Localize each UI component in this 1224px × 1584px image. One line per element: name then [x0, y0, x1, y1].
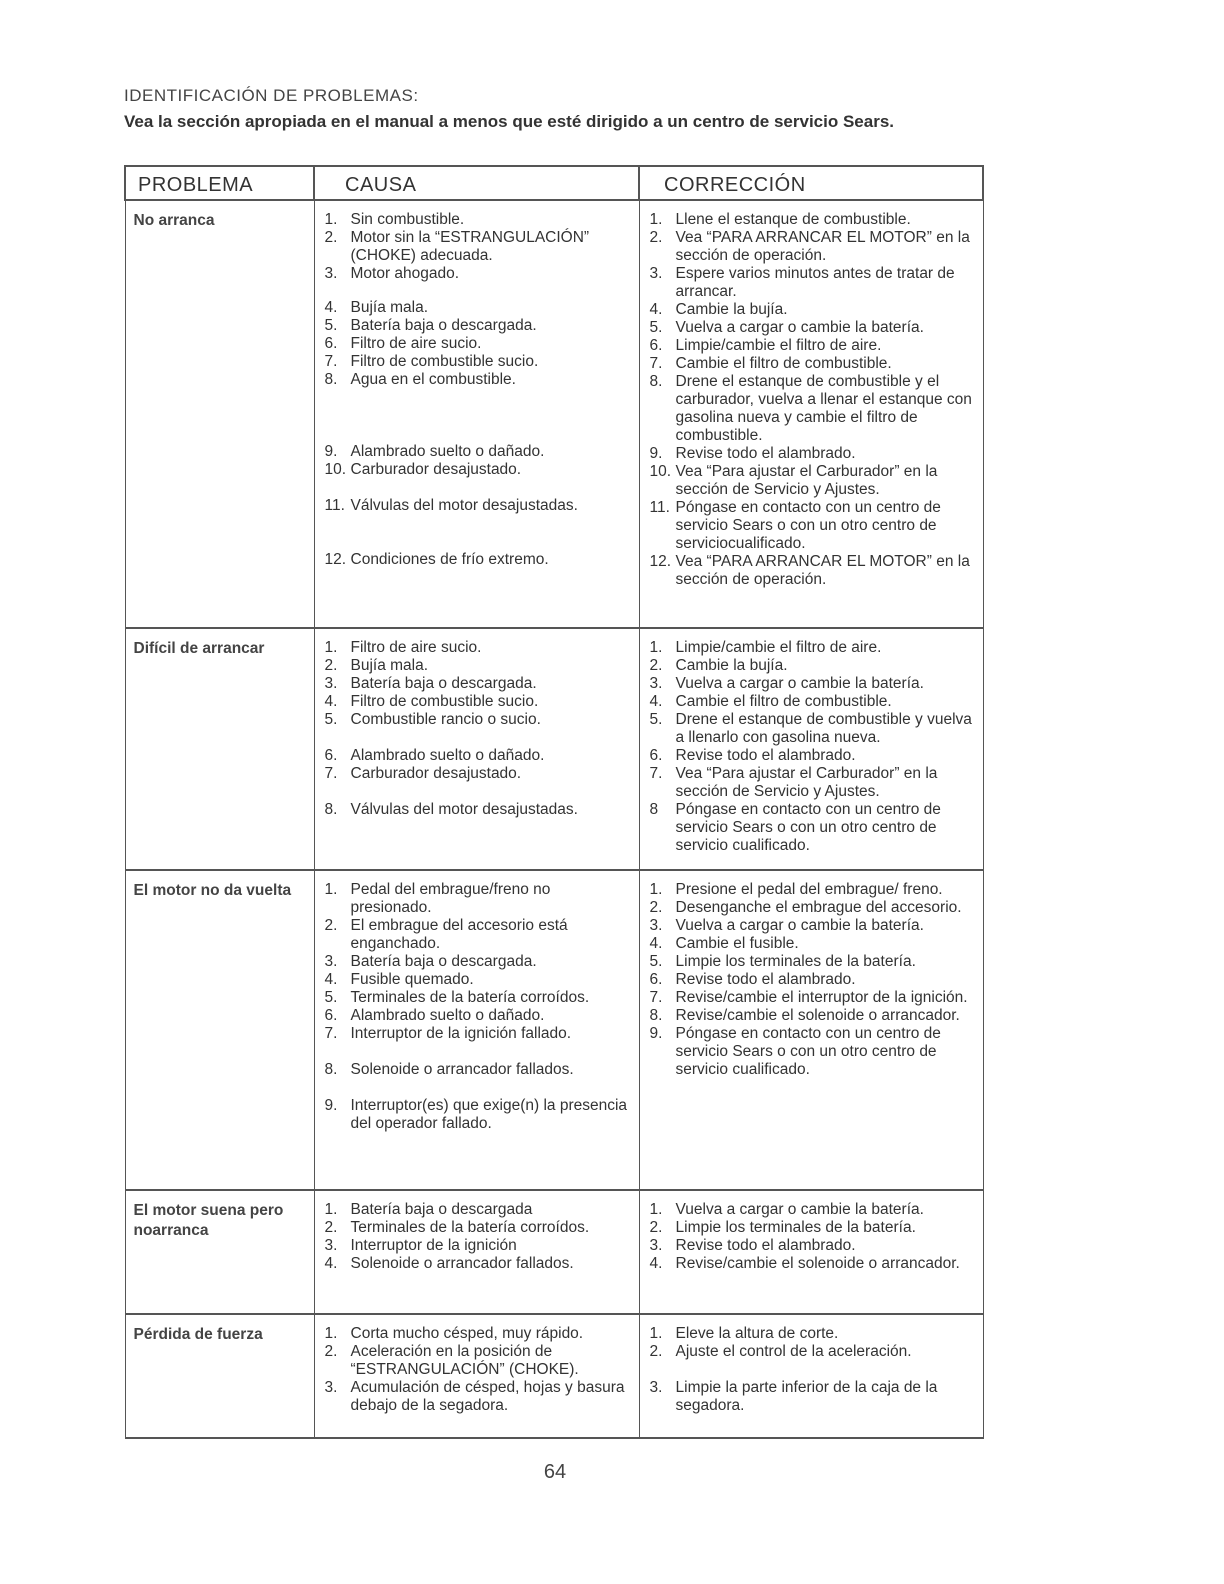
cause-list: [323, 881, 633, 1133]
cause-item: [323, 657, 633, 675]
item-number: 3.: [324, 1237, 338, 1254]
correction-item: [648, 1007, 977, 1025]
cause-item: [323, 317, 633, 335]
item-text: Válvulas del motor desajustadas.: [350, 801, 578, 818]
item-text: Vea “Para ajustar el Carburador” en la sección de Servicio y Ajustes.: [675, 765, 938, 800]
item-text: Carburador desajustado.: [350, 461, 522, 478]
table-body: [125, 200, 983, 1438]
correction-list: [648, 1201, 977, 1273]
cause-item: [323, 1379, 633, 1415]
item-text: Cambie el filtro de combustible.: [675, 693, 892, 710]
item-number: 3.: [649, 1379, 663, 1396]
item-number: 4.: [324, 971, 338, 988]
correction-item: [648, 1325, 977, 1343]
item-text: Desenganche el embrague del accesorio.: [675, 899, 962, 916]
cause-item: [323, 353, 633, 371]
item-number: 1.: [324, 1201, 338, 1218]
cause-item: [323, 229, 633, 265]
table-row: [125, 200, 983, 628]
item-number: 7.: [324, 1025, 338, 1042]
item-number: 6.: [649, 971, 663, 988]
item-number: 1.: [649, 211, 663, 228]
correction-item: [648, 1379, 977, 1415]
item-number: 9.: [649, 1025, 663, 1042]
cause-item: [323, 1343, 633, 1379]
header-problem: PROBLEMA: [125, 166, 314, 200]
correction-item: [648, 499, 977, 553]
correction-item: [648, 1343, 977, 1361]
table-header-row: [125, 166, 983, 200]
item-number: 4.: [324, 693, 338, 710]
item-text: Vuelva a cargar o cambie la batería.: [675, 675, 924, 692]
item-number: 1.: [649, 639, 663, 656]
problem-cell: [125, 1314, 314, 1438]
problem-label: El motor suena pero noarranca: [133, 1202, 284, 1239]
item-text: Revise/cambie el interruptor de la ignición.: [675, 989, 968, 1006]
item-number: 2.: [649, 229, 663, 246]
item-number: 1.: [324, 639, 338, 656]
correction-item: [648, 675, 977, 693]
cause-item: [323, 953, 633, 971]
item-text: Válvulas del motor desajustadas.: [350, 497, 578, 514]
item-text: Vea “Para ajustar el Carburador” en la sección de Servicio y Ajustes.: [675, 463, 938, 498]
correction-item: [648, 1237, 977, 1255]
item-text: Solenoide o arrancador fallados.: [350, 1061, 574, 1078]
cause-item: [323, 1061, 633, 1079]
item-text: Póngase en contacto con un centro de servicio Sears o con un otro centro de serviciocualificado.: [675, 499, 941, 552]
item-text: Llene el estanque de combustible.: [675, 211, 911, 228]
item-number: 4.: [649, 1255, 663, 1272]
item-text: Cambie la bujía.: [675, 301, 788, 318]
correction-item: [648, 801, 977, 855]
item-text: Cambie la bujía.: [675, 657, 788, 674]
item-number: 4.: [649, 935, 663, 952]
item-text: Filtro de aire sucio.: [350, 639, 482, 656]
cause-item: [323, 1325, 633, 1343]
problem-cell: [125, 870, 314, 1190]
item-text: El embrague del accesorio está enganchado.: [350, 917, 568, 952]
table-row: [125, 628, 983, 870]
item-text: Revise todo el alambrado.: [675, 971, 856, 988]
correction-item: [648, 935, 977, 953]
item-number: 4.: [649, 693, 663, 710]
item-number: 3.: [649, 917, 663, 934]
correction-item: [648, 301, 977, 319]
item-text: Limpie/cambie el filtro de aire.: [675, 639, 882, 656]
item-number: 4.: [649, 301, 663, 318]
item-number: 4.: [324, 1255, 338, 1272]
cause-cell: [314, 200, 639, 628]
cause-item: [323, 1097, 633, 1133]
correction-item: [648, 553, 977, 589]
item-number: 10.: [649, 463, 672, 480]
item-text: Corta mucho césped, muy rápido.: [350, 1325, 584, 1342]
correction-item: [648, 953, 977, 971]
correction-item: [648, 373, 977, 445]
cause-item: [323, 211, 633, 229]
item-text: Eleve la altura de corte.: [675, 1325, 839, 1342]
item-number: 4.: [324, 299, 338, 316]
item-number: 6.: [324, 335, 338, 352]
correction-item: [648, 899, 977, 917]
cause-item: [323, 693, 633, 711]
item-number: 8.: [324, 1061, 338, 1078]
cause-item: [323, 917, 633, 953]
cause-item: [323, 1025, 633, 1043]
cause-item: [323, 1007, 633, 1025]
cause-item: [323, 971, 633, 989]
cause-item: [323, 1255, 633, 1273]
correction-item: [648, 337, 977, 355]
intro-text: Vea la sección apropiada en el manual a menos que esté dirigido a un centro de servicio Sears.: [124, 112, 895, 131]
item-text: Presione el pedal del embrague/ freno.: [675, 881, 943, 898]
item-number: 5.: [324, 989, 338, 1006]
cause-cell: [314, 870, 639, 1190]
correction-item: [648, 971, 977, 989]
item-text: Limpie la parte inferior de la caja de la segadora.: [675, 1379, 938, 1414]
item-number: 8.: [649, 1007, 663, 1024]
correction-list: [648, 211, 977, 589]
cause-list: [323, 211, 633, 569]
cause-item: [323, 989, 633, 1007]
page-number: 64: [543, 1461, 567, 1483]
table-row: [125, 1314, 983, 1438]
problem-label: El motor no da vuelta: [133, 882, 292, 899]
item-number: 3.: [324, 1379, 338, 1396]
item-number: 3.: [649, 1237, 663, 1254]
item-number: 2.: [324, 917, 338, 934]
item-text: Batería baja o descargada.: [350, 675, 537, 692]
item-number: 11.: [649, 499, 670, 516]
page-heading: IDENTIFICACIÓN DE PROBLEMAS:: [124, 86, 419, 105]
item-number: 3.: [324, 953, 338, 970]
item-text: Carburador desajustado.: [350, 765, 522, 782]
correction-list: [648, 639, 977, 855]
item-text: Filtro de aire sucio.: [350, 335, 482, 352]
correction-item: [648, 265, 977, 301]
item-text: Drene el estanque de combustible y el carburador, vuelva a llenar el estanque con gasolina nueva y cambie el filtro de combustible.: [675, 373, 972, 444]
item-number: 10.: [324, 461, 347, 478]
item-text: Alambrado suelto o dañado.: [350, 1007, 545, 1024]
item-number: 5.: [324, 711, 338, 728]
cause-item: [323, 1201, 633, 1219]
correction-item: [648, 1201, 977, 1219]
troubleshooting-table: [124, 165, 984, 1439]
correction-cell: [639, 628, 983, 870]
item-number: 3.: [649, 265, 663, 282]
cause-list: [323, 1201, 633, 1273]
item-number: 5.: [649, 711, 663, 728]
item-number: 3.: [324, 265, 338, 282]
header-correction: CORRECCIÓN: [639, 166, 983, 200]
cause-item: [323, 639, 633, 657]
item-number: 7.: [649, 355, 663, 372]
cause-item: [323, 497, 633, 515]
item-number: 2.: [324, 1343, 338, 1360]
item-text: Interruptor(es) que exige(n) la presencia del operador fallado.: [350, 1097, 628, 1132]
correction-item: [648, 1025, 977, 1079]
item-text: Bujía mala.: [350, 299, 429, 316]
item-text: Vuelva a cargar o cambie la batería.: [675, 319, 924, 336]
item-number: 12.: [649, 553, 672, 570]
item-text: Agua en el combustible.: [350, 371, 516, 388]
cause-cell: [314, 628, 639, 870]
correction-item: [648, 711, 977, 747]
item-number: 2.: [324, 657, 338, 674]
item-text: Revise todo el alambrado.: [675, 1237, 856, 1254]
table-row: [125, 1190, 983, 1314]
cause-item: [323, 1219, 633, 1237]
correction-cell: [639, 1190, 983, 1314]
item-text: Revise todo el alambrado.: [675, 445, 856, 462]
correction-item: [648, 989, 977, 1007]
item-text: Aceleración en la posición de “ESTRANGULACIÓN” (CHOKE).: [350, 1343, 579, 1378]
item-text: Condiciones de frío extremo.: [350, 551, 549, 568]
item-number: 3.: [324, 675, 338, 692]
problem-cell: [125, 628, 314, 870]
item-text: Filtro de combustible sucio.: [350, 693, 539, 710]
correction-item: [648, 229, 977, 265]
cause-item: [323, 299, 633, 317]
cause-cell: [314, 1314, 639, 1438]
item-number: 8.: [324, 801, 338, 818]
item-text: Espere varios minutos antes de tratar de arrancar.: [675, 265, 955, 300]
item-text: Alambrado suelto o dañado.: [350, 443, 545, 460]
item-number: 9.: [324, 443, 338, 460]
item-text: Cambie el fusible.: [675, 935, 799, 952]
correction-item: [648, 747, 977, 765]
item-number: 7.: [324, 353, 338, 370]
item-text: Terminales de la batería corroídos.: [350, 989, 590, 1006]
item-number: 9.: [649, 445, 663, 462]
cause-list: [323, 1325, 633, 1415]
item-text: Revise/cambie el solenoide o arrancador.: [675, 1007, 960, 1024]
item-number: 6.: [649, 337, 663, 354]
cause-cell: [314, 1190, 639, 1314]
table-row: [125, 870, 983, 1190]
item-number: 2.: [649, 1219, 663, 1236]
header-cause: CAUSA: [314, 166, 639, 200]
cause-item: [323, 747, 633, 765]
correction-item: [648, 765, 977, 801]
item-text: Limpie los terminales de la batería.: [675, 953, 916, 970]
item-number: 1.: [649, 1325, 663, 1342]
correction-item: [648, 639, 977, 657]
cause-item: [323, 765, 633, 783]
item-number: 2.: [649, 657, 663, 674]
problem-label: No arranca: [133, 212, 215, 229]
problem-cell: [125, 200, 314, 628]
item-number: 6.: [324, 747, 338, 764]
item-number: 5.: [649, 953, 663, 970]
item-text: Drene el estanque de combustible y vuelva a llenarlo con gasolina nueva.: [675, 711, 972, 746]
item-number: 8.: [649, 373, 663, 390]
item-number: 1.: [649, 1201, 663, 1218]
correction-list: [648, 1325, 977, 1415]
item-text: Vuelva a cargar o cambie la batería.: [675, 917, 924, 934]
item-number: 7.: [649, 765, 663, 782]
item-text: Batería baja o descargada.: [350, 953, 537, 970]
item-text: Limpie los terminales de la batería.: [675, 1219, 916, 1236]
item-text: Vea “PARA ARRANCAR EL MOTOR” en la sección de operación.: [675, 553, 970, 588]
correction-cell: [639, 1314, 983, 1438]
item-text: Filtro de combustible sucio.: [350, 353, 539, 370]
correction-item: [648, 319, 977, 337]
item-number: 2.: [649, 899, 663, 916]
item-number: 3.: [649, 675, 663, 692]
item-text: Motor ahogado.: [350, 265, 460, 282]
cause-list: [323, 639, 633, 819]
item-number: 5.: [324, 317, 338, 334]
item-text: Póngase en contacto con un centro de servicio Sears o con un otro centro de servicio cualificado.: [675, 801, 941, 854]
correction-item: [648, 1219, 977, 1237]
item-text: Terminales de la batería corroídos.: [350, 1219, 590, 1236]
correction-cell: [639, 870, 983, 1190]
item-text: Interruptor de la ignición fallado.: [350, 1025, 572, 1042]
problem-label: Difícil de arrancar: [133, 640, 265, 657]
problem-label: Pérdida de fuerza: [133, 1326, 263, 1343]
item-text: Batería baja o descargada.: [350, 317, 537, 334]
item-number: 6.: [324, 1007, 338, 1024]
item-number: 9.: [324, 1097, 338, 1114]
item-text: Revise/cambie el solenoide o arrancador.: [675, 1255, 960, 1272]
cause-item: [323, 551, 633, 569]
item-text: Limpie/cambie el filtro de aire.: [675, 337, 882, 354]
item-text: Combustible rancio o sucio.: [350, 711, 541, 728]
cause-item: [323, 711, 633, 729]
correction-item: [648, 693, 977, 711]
cause-item: [323, 461, 633, 479]
item-text: Póngase en contacto con un centro de servicio Sears o con un otro centro de servicio cualificado.: [675, 1025, 941, 1078]
correction-item: [648, 881, 977, 899]
item-text: Interruptor de la ignición: [350, 1237, 517, 1254]
item-number: 1.: [649, 881, 663, 898]
item-number: 12.: [324, 551, 347, 568]
correction-item: [648, 355, 977, 373]
item-text: Ajuste el control de la aceleración.: [675, 1343, 912, 1360]
correction-item: [648, 657, 977, 675]
item-number: 6.: [649, 747, 663, 764]
problem-cell: [125, 1190, 314, 1314]
item-text: Solenoide o arrancador fallados.: [350, 1255, 574, 1272]
item-number: 1.: [324, 881, 338, 898]
item-text: Vuelva a cargar o cambie la batería.: [675, 1201, 924, 1218]
correction-item: [648, 211, 977, 229]
item-text: Cambie el filtro de combustible.: [675, 355, 892, 372]
item-text: Fusible quemado.: [350, 971, 474, 988]
item-number: 7.: [649, 989, 663, 1006]
item-text: Acumulación de césped, hojas y basura debajo de la segadora.: [350, 1379, 625, 1414]
item-text: Batería baja o descargada: [350, 1201, 533, 1218]
item-number: 5.: [649, 319, 663, 336]
cause-item: [323, 371, 633, 389]
correction-item: [648, 1255, 977, 1273]
correction-item: [648, 917, 977, 935]
item-text: Pedal del embrague/freno no presionado.: [350, 881, 551, 916]
item-text: Motor sin la “ESTRANGULACIÓN” (CHOKE) adecuada.: [350, 229, 590, 264]
item-number: 7.: [324, 765, 338, 782]
item-number: 2.: [324, 229, 338, 246]
item-number: 11.: [324, 497, 345, 514]
cause-item: [323, 335, 633, 353]
item-number: 2.: [324, 1219, 338, 1236]
item-number: 1.: [324, 211, 338, 228]
item-number: 8: [649, 801, 659, 818]
correction-item: [648, 445, 977, 463]
item-text: Revise todo el alambrado.: [675, 747, 856, 764]
correction-cell: [639, 200, 983, 628]
item-text: Vea “PARA ARRANCAR EL MOTOR” en la sección de operación.: [675, 229, 970, 264]
item-text: Sin combustible.: [350, 211, 465, 228]
cause-item: [323, 1237, 633, 1255]
cause-item: [323, 265, 633, 283]
correction-item: [648, 463, 977, 499]
item-text: Alambrado suelto o dañado.: [350, 747, 545, 764]
cause-item: [323, 443, 633, 461]
cause-item: [323, 801, 633, 819]
item-number: 8.: [324, 371, 338, 388]
cause-item: [323, 675, 633, 693]
correction-list: [648, 881, 977, 1079]
cause-item: [323, 881, 633, 917]
item-number: 1.: [324, 1325, 338, 1342]
item-text: Bujía mala.: [350, 657, 429, 674]
item-number: 2.: [649, 1343, 663, 1360]
